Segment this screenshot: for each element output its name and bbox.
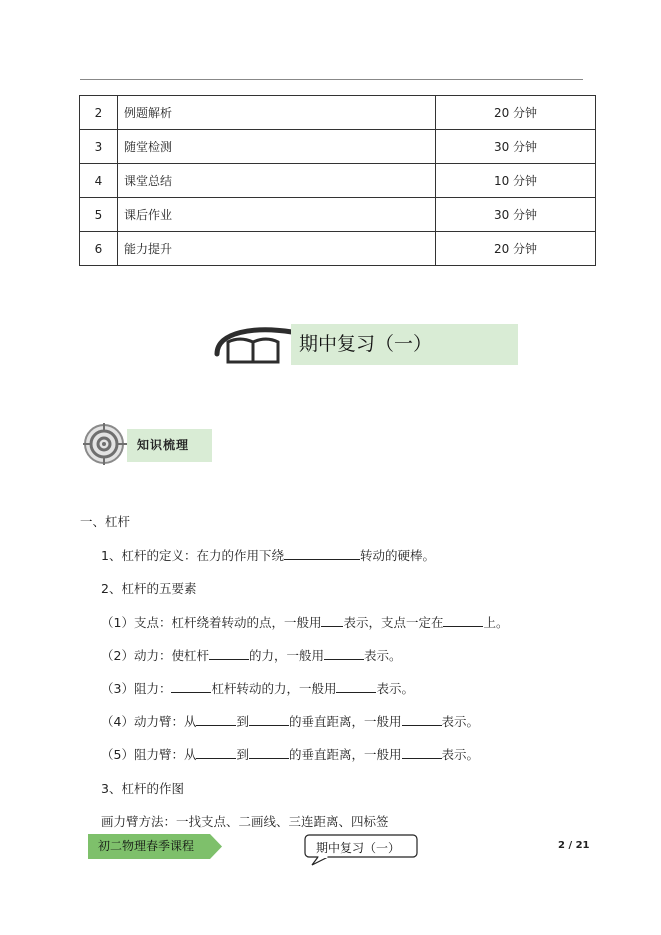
effort-arm-line: （4）动力臂：从 到 的垂直距离，一般用 表示。 bbox=[101, 714, 480, 729]
resistance-arm-line: （5）阻力臂：从 到 的垂直距离，一般用 表示。 bbox=[101, 747, 480, 762]
definition-line: 1、杠杆的定义：在力的作用下绕 转动的硬棒。 bbox=[101, 548, 435, 563]
row-item: 课后作业 bbox=[118, 198, 436, 232]
blank bbox=[249, 746, 289, 759]
open-book-icon bbox=[214, 324, 296, 366]
blank bbox=[209, 647, 249, 660]
schedule-table bbox=[79, 95, 596, 266]
chapter-title-banner bbox=[214, 322, 519, 367]
row-item: 随堂检测 bbox=[118, 130, 436, 164]
row-number: 6 bbox=[80, 232, 118, 266]
header-rule bbox=[80, 79, 583, 80]
table-row bbox=[80, 130, 596, 164]
blank bbox=[336, 680, 376, 693]
row-item: 课堂总结 bbox=[118, 164, 436, 198]
blank bbox=[284, 547, 360, 560]
footer-course-name: 初二物理春季课程 bbox=[98, 839, 195, 853]
section-banner bbox=[83, 423, 213, 465]
row-item: 能力提升 bbox=[118, 232, 436, 266]
resistance-line: （3）阻力： 杠杆转动的力，一般用 表示。 bbox=[101, 681, 414, 696]
blank bbox=[196, 746, 236, 759]
row-number: 3 bbox=[80, 130, 118, 164]
blank bbox=[249, 713, 289, 726]
page-number: 2 / 21 bbox=[558, 840, 590, 851]
blank bbox=[402, 713, 442, 726]
blank bbox=[171, 680, 211, 693]
five-elements-heading: 2、杠杆的五要素 bbox=[101, 581, 197, 596]
table-row bbox=[80, 232, 596, 266]
blank bbox=[321, 614, 343, 627]
row-time: 30 分钟 bbox=[436, 198, 596, 232]
row-time: 20 分钟 bbox=[436, 96, 596, 130]
row-time: 30 分钟 bbox=[436, 130, 596, 164]
blank bbox=[402, 746, 442, 759]
row-number: 2 bbox=[80, 96, 118, 130]
blank bbox=[324, 647, 364, 660]
fulcrum-line: （1）支点：杠杆绕着转动的点，一般用 表示，支点一定在 上。 bbox=[101, 615, 509, 630]
blank bbox=[196, 713, 236, 726]
blank bbox=[443, 614, 483, 627]
footer-chapter-title: 期中复习（一） bbox=[316, 841, 401, 855]
row-time: 10 分钟 bbox=[436, 164, 596, 198]
chapter-title: 期中复习（一） bbox=[291, 324, 518, 365]
row-number: 4 bbox=[80, 164, 118, 198]
row-time: 20 分钟 bbox=[436, 232, 596, 266]
target-icon bbox=[83, 423, 127, 465]
effort-line: （2）动力：使杠杆 的力，一般用 表示。 bbox=[101, 648, 402, 663]
row-item: 例题解析 bbox=[118, 96, 436, 130]
table-row bbox=[80, 96, 596, 130]
method-line: 画力臂方法：一找支点、二画线、三连距离、四标签 bbox=[101, 814, 389, 829]
row-number: 5 bbox=[80, 198, 118, 232]
heading-lever: 一、杠杆 bbox=[80, 514, 131, 529]
table-row bbox=[80, 164, 596, 198]
table-row bbox=[80, 198, 596, 232]
section-label: 知识梳理 bbox=[127, 429, 212, 462]
drawing-heading: 3、杠杆的作图 bbox=[101, 781, 184, 796]
